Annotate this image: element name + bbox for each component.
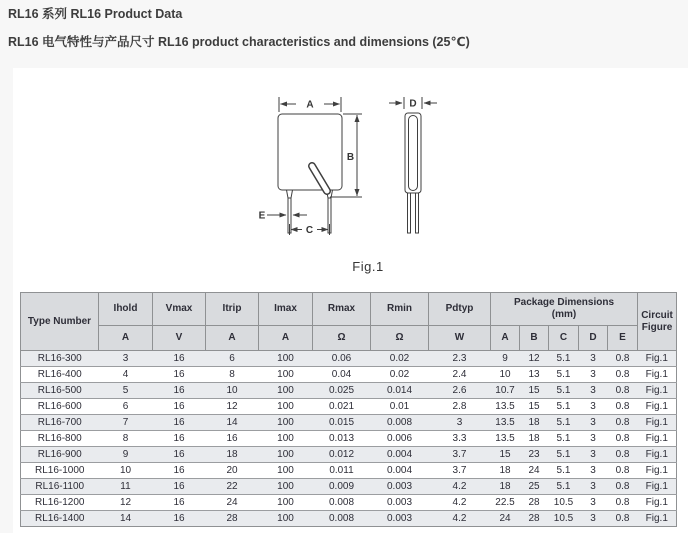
table-cell: RL16-600: [21, 399, 99, 415]
table-cell: 0.011: [313, 463, 371, 479]
table-cell: 13: [520, 367, 549, 383]
table-cell: 25: [520, 479, 549, 495]
table-row: [21, 511, 677, 527]
table-cell: 5.1: [549, 431, 579, 447]
table-cell: 0.015: [313, 415, 371, 431]
table-cell: 100: [259, 399, 313, 415]
table-cell: 100: [259, 383, 313, 399]
table-row: [21, 351, 677, 367]
table-cell: 5.1: [549, 351, 579, 367]
col-rmax: Rmax: [313, 293, 371, 326]
table-row: [21, 415, 677, 431]
table-cell: 3: [579, 351, 608, 367]
table-cell: 13.5: [491, 415, 520, 431]
table-cell: 24: [206, 495, 259, 511]
table-row: [21, 495, 677, 511]
table-body: [21, 351, 677, 527]
table-cell: 5.1: [549, 415, 579, 431]
table-cell: RL16-1100: [21, 479, 99, 495]
table-cell: 9: [491, 351, 520, 367]
table-cell: RL16-300: [21, 351, 99, 367]
table-cell: 0.008: [371, 415, 429, 431]
table-row: [21, 399, 677, 415]
table-cell: RL16-400: [21, 367, 99, 383]
table-cell: 0.008: [313, 511, 371, 527]
table-cell: 0.8: [608, 415, 638, 431]
table-cell: 6: [99, 399, 153, 415]
table-cell: 16: [153, 511, 206, 527]
dim-col-c: C: [549, 326, 579, 351]
table-cell: 13.5: [491, 431, 520, 447]
table-cell: 100: [259, 367, 313, 383]
table-cell: 4: [99, 367, 153, 383]
table-cell: 0.021: [313, 399, 371, 415]
content-panel: [13, 68, 688, 533]
table-cell: 0.025: [313, 383, 371, 399]
table-cell: 15: [491, 447, 520, 463]
table-cell: 2.3: [429, 351, 491, 367]
table-cell: 4.2: [429, 495, 491, 511]
table-cell: 3: [579, 511, 608, 527]
table-cell: 5.1: [549, 383, 579, 399]
table-cell: 0.01: [371, 399, 429, 415]
col-type-number: Type Number: [21, 293, 99, 351]
table-cell: 10: [491, 367, 520, 383]
table-cell: 28: [206, 511, 259, 527]
table-cell: 0.012: [313, 447, 371, 463]
table-cell: 0.004: [371, 463, 429, 479]
table-cell: 10.5: [549, 495, 579, 511]
table-cell: 100: [259, 415, 313, 431]
table-cell: 0.02: [371, 351, 429, 367]
table-cell: 0.8: [608, 511, 638, 527]
side-view: [389, 97, 437, 233]
table-cell: 15: [520, 399, 549, 415]
table-cell: 14: [206, 415, 259, 431]
table-cell: 18: [491, 479, 520, 495]
fig1-dimension-drawing: [250, 85, 470, 280]
table-cell: Fig.1: [638, 495, 677, 511]
dim-col-a: A: [491, 326, 520, 351]
table-cell: Fig.1: [638, 511, 677, 527]
unit-vmax: V: [153, 326, 206, 351]
col-circuit-figure: Circuit Figure: [638, 293, 677, 351]
table-cell: 5.1: [549, 463, 579, 479]
table-cell: 13.5: [491, 399, 520, 415]
page-header: [8, 7, 470, 63]
table-cell: RL16-800: [21, 431, 99, 447]
table-cell: 24: [491, 511, 520, 527]
table-cell: 0.8: [608, 495, 638, 511]
page-title: RL16 系列 RL16 Product Data: [8, 7, 183, 21]
dim-label-e: E: [258, 210, 266, 222]
table-cell: RL16-1400: [21, 511, 99, 527]
table-cell: 0.04: [313, 367, 371, 383]
unit-ihold: A: [99, 326, 153, 351]
table-row: [21, 431, 677, 447]
table-cell: 0.8: [608, 431, 638, 447]
table-cell: 3: [579, 383, 608, 399]
table-cell: 10.7: [491, 383, 520, 399]
dim-col-d: D: [579, 326, 608, 351]
table-cell: 100: [259, 463, 313, 479]
table-cell: 3: [579, 367, 608, 383]
table-cell: 0.06: [313, 351, 371, 367]
unit-rmin: Ω: [371, 326, 429, 351]
table-cell: 16: [206, 431, 259, 447]
table-cell: 0.008: [313, 495, 371, 511]
page-subtitle: RL16 电气特性与产品尺寸 RL16 product characteristics and dimensions (25℃): [8, 35, 470, 49]
table-cell: 2.4: [429, 367, 491, 383]
table-cell: Fig.1: [638, 367, 677, 383]
table-cell: 2.8: [429, 399, 491, 415]
table-cell: 3.7: [429, 447, 491, 463]
table-cell: 0.02: [371, 367, 429, 383]
table-cell: 0.014: [371, 383, 429, 399]
table-cell: 3.7: [429, 463, 491, 479]
table-cell: RL16-900: [21, 447, 99, 463]
table-cell: 0.006: [371, 431, 429, 447]
table-cell: 3: [99, 351, 153, 367]
table-cell: 0.003: [371, 511, 429, 527]
table-cell: 3: [579, 479, 608, 495]
table-cell: 16: [153, 479, 206, 495]
table-cell: 0.003: [371, 495, 429, 511]
table-cell: Fig.1: [638, 415, 677, 431]
table-cell: 3: [579, 415, 608, 431]
dim-label-c: C: [305, 225, 314, 236]
table-cell: 4.2: [429, 511, 491, 527]
table-cell: 0.013: [313, 431, 371, 447]
table-cell: 100: [259, 495, 313, 511]
table-cell: 16: [153, 431, 206, 447]
unit-imax: A: [259, 326, 313, 351]
unit-itrip: A: [206, 326, 259, 351]
table-cell: 20: [206, 463, 259, 479]
table-cell: 12: [520, 351, 549, 367]
table-cell: 12: [99, 495, 153, 511]
table-cell: 24: [520, 463, 549, 479]
table-cell: 16: [153, 415, 206, 431]
table-cell: 3: [429, 415, 491, 431]
table-cell: 16: [153, 399, 206, 415]
table-cell: 3: [579, 495, 608, 511]
table-cell: 0.8: [608, 463, 638, 479]
side-right-lead: [416, 193, 419, 233]
table-cell: 16: [153, 351, 206, 367]
table-cell: 2.6: [429, 383, 491, 399]
table-cell: 100: [259, 511, 313, 527]
table-cell: 28: [520, 495, 549, 511]
table-cell: 16: [153, 367, 206, 383]
device-body-side: [405, 113, 421, 193]
table-cell: Fig.1: [638, 399, 677, 415]
table-cell: RL16-1200: [21, 495, 99, 511]
table-row: [21, 463, 677, 479]
dim-label-b: B: [346, 152, 355, 163]
product-data-table: [20, 292, 677, 527]
table-cell: 23: [520, 447, 549, 463]
table-cell: 18: [520, 415, 549, 431]
table-cell: 15: [520, 383, 549, 399]
table-row: [21, 479, 677, 495]
table-cell: 0.8: [608, 447, 638, 463]
col-imax: Imax: [259, 293, 313, 326]
table-cell: 14: [99, 511, 153, 527]
table-cell: 22.5: [491, 495, 520, 511]
table-cell: RL16-500: [21, 383, 99, 399]
table-cell: 10.5: [549, 511, 579, 527]
col-itrip: Itrip: [206, 293, 259, 326]
table-cell: 12: [206, 399, 259, 415]
table-cell: 3: [579, 431, 608, 447]
table-cell: 11: [99, 479, 153, 495]
table-cell: 28: [520, 511, 549, 527]
table-cell: 10: [99, 463, 153, 479]
table-cell: 0.8: [608, 399, 638, 415]
table-cell: 18: [206, 447, 259, 463]
table-cell: 3: [579, 463, 608, 479]
table-cell: 4.2: [429, 479, 491, 495]
table-row: [21, 367, 677, 383]
table-cell: 22: [206, 479, 259, 495]
table-cell: 0.009: [313, 479, 371, 495]
table-cell: 5.1: [549, 447, 579, 463]
dim-label-a: A: [306, 99, 314, 111]
table-cell: 100: [259, 447, 313, 463]
table-cell: 0.004: [371, 447, 429, 463]
col-ihold: Ihold: [99, 293, 153, 326]
col-package-dimensions: Package Dimensions (mm): [491, 293, 638, 326]
table-cell: 9: [99, 447, 153, 463]
table-cell: 100: [259, 351, 313, 367]
table-cell: 16: [153, 463, 206, 479]
table-cell: 8: [99, 431, 153, 447]
table-cell: 8: [206, 367, 259, 383]
table-cell: 5.1: [549, 399, 579, 415]
unit-rmax: Ω: [313, 326, 371, 351]
table-cell: 16: [153, 495, 206, 511]
table-cell: 5.1: [549, 367, 579, 383]
table-cell: 16: [153, 447, 206, 463]
front-view: [267, 97, 362, 235]
table-cell: 3: [579, 447, 608, 463]
table-cell: 10: [206, 383, 259, 399]
table-cell: 100: [259, 479, 313, 495]
table-cell: 18: [520, 431, 549, 447]
table-cell: Fig.1: [638, 479, 677, 495]
table-cell: 5: [99, 383, 153, 399]
table-cell: 0.8: [608, 479, 638, 495]
table-cell: 18: [491, 463, 520, 479]
table-cell: 0.8: [608, 367, 638, 383]
dim-label-d: D: [409, 98, 417, 110]
table-cell: 5.1: [549, 479, 579, 495]
table-cell: 16: [153, 383, 206, 399]
col-vmax: Vmax: [153, 293, 206, 326]
dim-col-e: E: [608, 326, 638, 351]
table-row: [21, 383, 677, 399]
table-cell: 7: [99, 415, 153, 431]
table-cell: Fig.1: [638, 351, 677, 367]
table-cell: 3: [579, 399, 608, 415]
table-cell: 0.003: [371, 479, 429, 495]
table-header: [21, 293, 677, 351]
table-cell: Fig.1: [638, 383, 677, 399]
figure-caption: Fig.1: [352, 259, 384, 274]
side-left-lead: [408, 193, 411, 233]
col-pdtyp: Pdtyp: [429, 293, 491, 326]
table-row: [21, 447, 677, 463]
table-cell: Fig.1: [638, 431, 677, 447]
dim-col-b: B: [520, 326, 549, 351]
unit-pdtyp: W: [429, 326, 491, 351]
table-cell: 0.8: [608, 351, 638, 367]
table-cell: Fig.1: [638, 463, 677, 479]
table-cell: 0.8: [608, 383, 638, 399]
table-cell: 3.3: [429, 431, 491, 447]
col-rmin: Rmin: [371, 293, 429, 326]
table-cell: 100: [259, 431, 313, 447]
table-cell: Fig.1: [638, 447, 677, 463]
table-cell: RL16-1000: [21, 463, 99, 479]
table-cell: 6: [206, 351, 259, 367]
device-body: [278, 114, 342, 190]
table-cell: RL16-700: [21, 415, 99, 431]
